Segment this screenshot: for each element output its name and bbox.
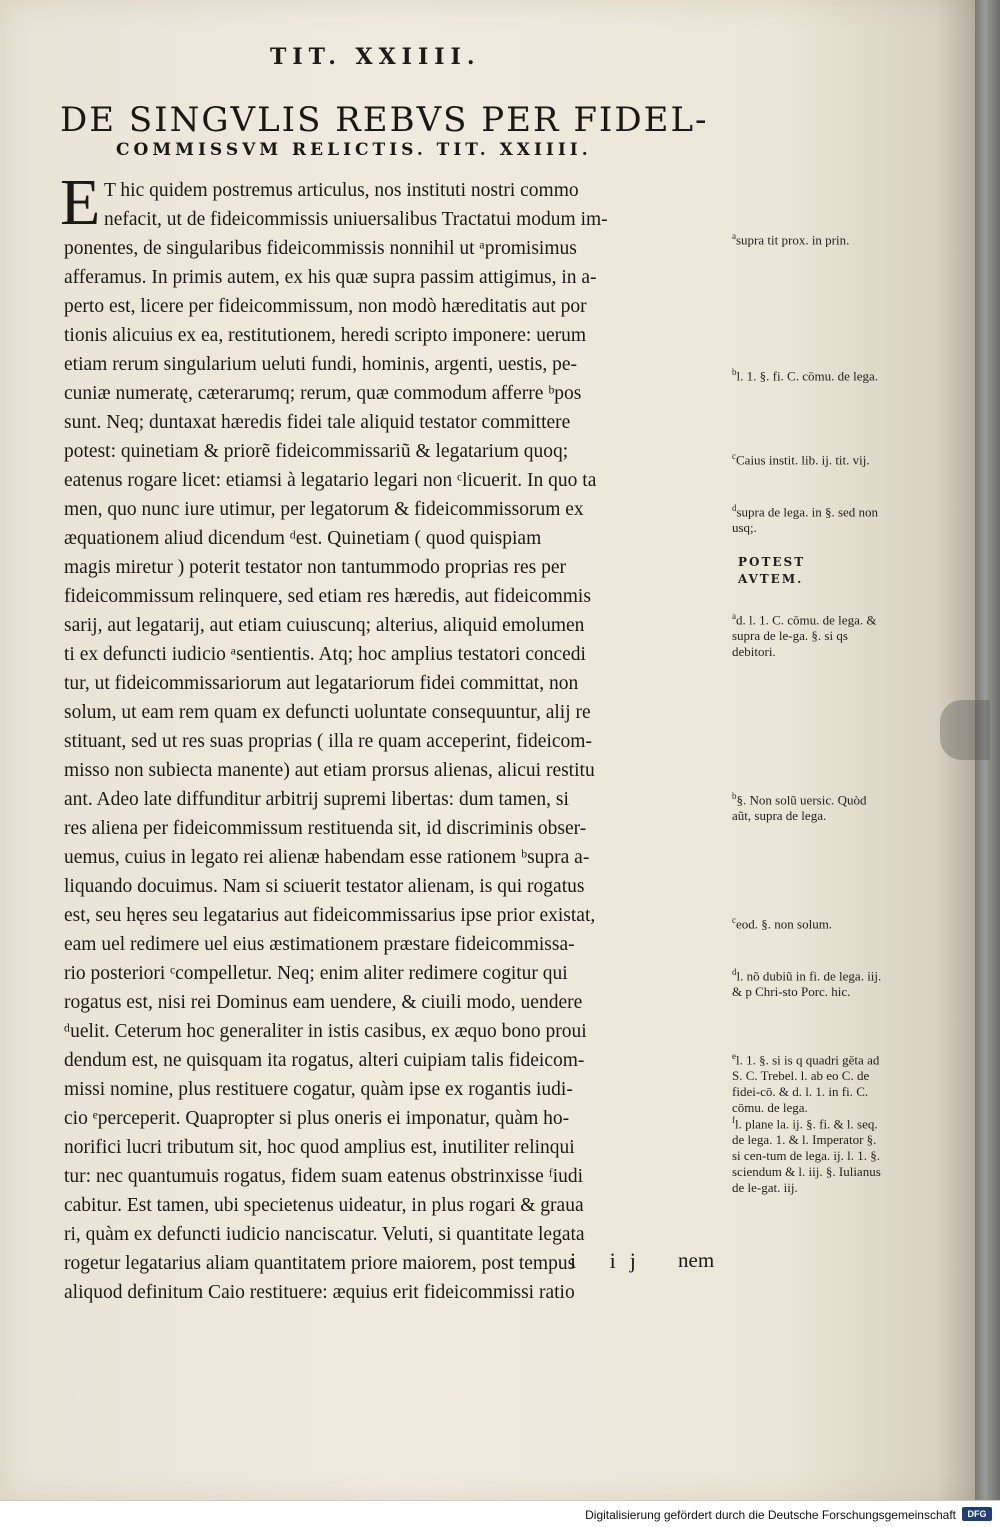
running-head: TIT. XXIIII. <box>270 44 481 70</box>
margin-note-mark: e <box>732 1051 736 1061</box>
footer-bar <box>0 1500 1000 1527</box>
catchword: nem <box>678 1248 715 1272</box>
text-line: uemus, cuius in legato rei alienæ habendam esse rationem ᵇsupra a- <box>64 847 590 868</box>
text-line: ti ex defuncti iudicio ᵃsentientis. Atq; hoc amplius testatori concedi <box>64 644 586 665</box>
body-text <box>64 176 724 1307</box>
margin-note <box>732 364 882 384</box>
text-line: ri, quàm ex defuncti iudicio nanciscatur. Veluti, si quantitate legata <box>64 1224 585 1245</box>
text-line: eam uel redimere uel eius æstimationem præstare fideicommissa- <box>64 934 575 955</box>
text-line: stituant, sed ut res suas proprias ( illa re quam acceperint, fideicom- <box>64 731 592 752</box>
text-line: est, seu hęres seu legatarius aut fideicommissarius ipse prior existat, <box>64 905 596 926</box>
text-line: æquationem aliud dicendum ᵈest. Quinetiam ( quod quispiam <box>64 528 542 549</box>
margin-note-mark: c <box>732 915 736 925</box>
margin-note <box>732 788 882 824</box>
drop-capital: E <box>60 166 101 239</box>
margin-note-text: Caius instit. lib. ij. tit. vij. <box>736 452 870 468</box>
text-line: rogetur legatarius aliam quantitatem priore maiorem, post tempus <box>64 1253 576 1274</box>
text-line: tur: nec quantumuis rogatus, fidem suam eatenus obstrinxisse ᶠiudi <box>64 1166 584 1187</box>
margin-note-mark: d <box>732 967 737 977</box>
margin-note-text: d. l. 1. C. cōmu. de lega. & supra de le-ga. §. si qs debitori. <box>732 612 877 660</box>
page-clip <box>940 700 990 760</box>
text-line: magis miretur ) poterit testator non tantummodo proprias res per <box>64 557 567 578</box>
margin-note-text: l. plane la. ij. §. fi. & l. seq. de lega. 1. & l. Imperator §. si cen-tum de lega. ij. l. 1. §. sciendum & l. iij. §. Iulianus de le-gat. iij. <box>732 1116 881 1196</box>
margin-note <box>732 228 882 248</box>
text-line: rogatus est, nisi rei Dominus eam uendere, & ciuili modo, uendere <box>64 992 583 1013</box>
text-line: dendum est, ne quisquam ita rogatus, alteri cuipiam talis fideicom- <box>64 1050 585 1071</box>
margin-note-mark: c <box>732 451 736 461</box>
text-line: liquando docuimus. Nam si sciuerit testator alienam, is qui rogatus <box>64 876 585 897</box>
text-line: solum, ut eam rem quam ex defuncti uoluntate consequuntur, alij re <box>64 702 591 723</box>
margin-note-text: l. nõ dubiũ in fi. de lega. iij. & p Chri-sto Porc. hic. <box>732 968 882 1000</box>
margin-note-mark: b <box>732 791 737 801</box>
text-line: misso non subiecta manente) aut etiam prorsus alienas, alicui restitu <box>64 760 595 781</box>
text-line: perto est, licere per fideicommissum, non modò hæreditatis aut por <box>64 296 587 317</box>
margin-note-mark: b <box>732 367 737 377</box>
margin-note <box>732 912 882 932</box>
margin-note <box>732 1112 882 1196</box>
margin-note <box>732 608 882 660</box>
text-line: sarij, aut legatarij, aut etiam cuiuscunq; alterius, aliquid emolumen <box>64 615 585 636</box>
margin-note <box>732 500 882 536</box>
chapter-title-line2: COMMISSVM RELICTIS. TIT. XXIIII. <box>116 140 592 160</box>
text-line: men, quo nunc iure utimur, per legatorum & fideicommissorum ex <box>64 499 584 520</box>
margin-heading: POTEST AVTEM. <box>738 555 806 586</box>
margin-note-text: §. Non solũ uersic. Quòd aũt, supra de lega. <box>732 792 867 824</box>
text-line: cio ᵉperceperit. Quapropter si plus oneris ei imponatur, quàm ho- <box>64 1108 570 1129</box>
text-line: fideicommissum relinquere, sed etiam res hæredis, aut fideicommis <box>64 586 591 607</box>
footer-credit: Digitalisierung gefördert durch die Deutsche Forschungsgemeinschaft <box>585 1508 956 1522</box>
text-line: T hic quidem postremus articulus, nos instituti nostri commo <box>104 180 579 201</box>
margin-note-text: l. 1. §. si is q quadri gēta ad S. C. Trebel. l. ab eo C. de fidei-cō. & d. l. 1. in fi. C. cōmu. de lega. <box>732 1052 880 1116</box>
text-line: afferamus. In primis autem, ex his quæ supra passim attigimus, in a- <box>64 267 597 288</box>
text-line: aliquod definitum Caio restituere: æquius erit fideicommissi ratio <box>64 1282 575 1303</box>
text-line: tur, ut fideicommissariorum aut legatariorum fidei committat, non <box>64 673 579 694</box>
signature-mark: i ij <box>570 1248 650 1273</box>
margin-note-text: supra de lega. in §. sed non usq;. <box>732 504 879 536</box>
margin-note-mark: a <box>732 611 736 621</box>
margin-note-text: supra tit prox. in prin. <box>736 232 850 248</box>
margin-note-mark: d <box>732 503 737 513</box>
text-line: ᵈuelit. Ceterum hoc generaliter in istis casibus, ex æquo bono proui <box>64 1021 587 1042</box>
text-line: etiam rerum singularium ueluti fundi, hominis, argenti, uestis, pe- <box>64 354 578 375</box>
margin-note-text: eod. §. non solum. <box>736 916 833 932</box>
text-line: ant. Adeo late diffunditur arbitrij supremi libertas: dum tamen, si <box>64 789 569 810</box>
margin-note-mark: a <box>732 231 736 241</box>
margin-note <box>732 964 882 1000</box>
margin-note-mark: f <box>732 1115 735 1125</box>
text-line: ponentes, de singularibus fideicommissis nonnihil ut ᵃpromisimus <box>64 238 577 259</box>
text-line: norifici lucri tributum sit, hoc quod amplius est, inutiliter relinqui <box>64 1137 575 1158</box>
dfg-logo-icon: DFG <box>962 1507 992 1521</box>
text-line: eatenus rogare licet: etiamsi à legatario legari non ᶜlicuerit. In quo ta <box>64 470 597 491</box>
text-line: cabitur. Est tamen, ubi specietenus uideatur, in plus rogari & graua <box>64 1195 584 1216</box>
text-line: nefacit, ut de fideicommissis uniuersalibus Tractatui modum im- <box>104 209 608 230</box>
text-line: rio posteriori ᶜcompelletur. Neq; enim aliter redimere cogitur qui <box>64 963 568 984</box>
text-line: tionis alicuius ex ea, restitutionem, heredi scripto imponere: uerum <box>64 325 587 346</box>
text-line: potest: quinetiam & priorẽ fideicommissariũ & legatarium quoq; <box>64 441 569 462</box>
text-line: res aliena per fideicommissum restituenda sit, id discriminis obser- <box>64 818 587 839</box>
chapter-title-line1: DE SINGVLIS REBVS PER FIDEL- <box>60 100 709 140</box>
text-line: cuniæ numeratę, cæterarumq; rerum, quæ commodum afferre ᵇpos <box>64 383 582 404</box>
text-line: missi nomine, plus restituere cogatur, quàm ipse ex rogantis iudi- <box>64 1079 573 1100</box>
text-line: sunt. Neq; duntaxat hæredis fidei tale aliquid testator committere <box>64 412 571 433</box>
margin-note <box>732 448 882 468</box>
margin-note <box>732 1048 882 1116</box>
margin-note-text: l. 1. §. fi. C. cōmu. de lega. <box>736 368 879 384</box>
